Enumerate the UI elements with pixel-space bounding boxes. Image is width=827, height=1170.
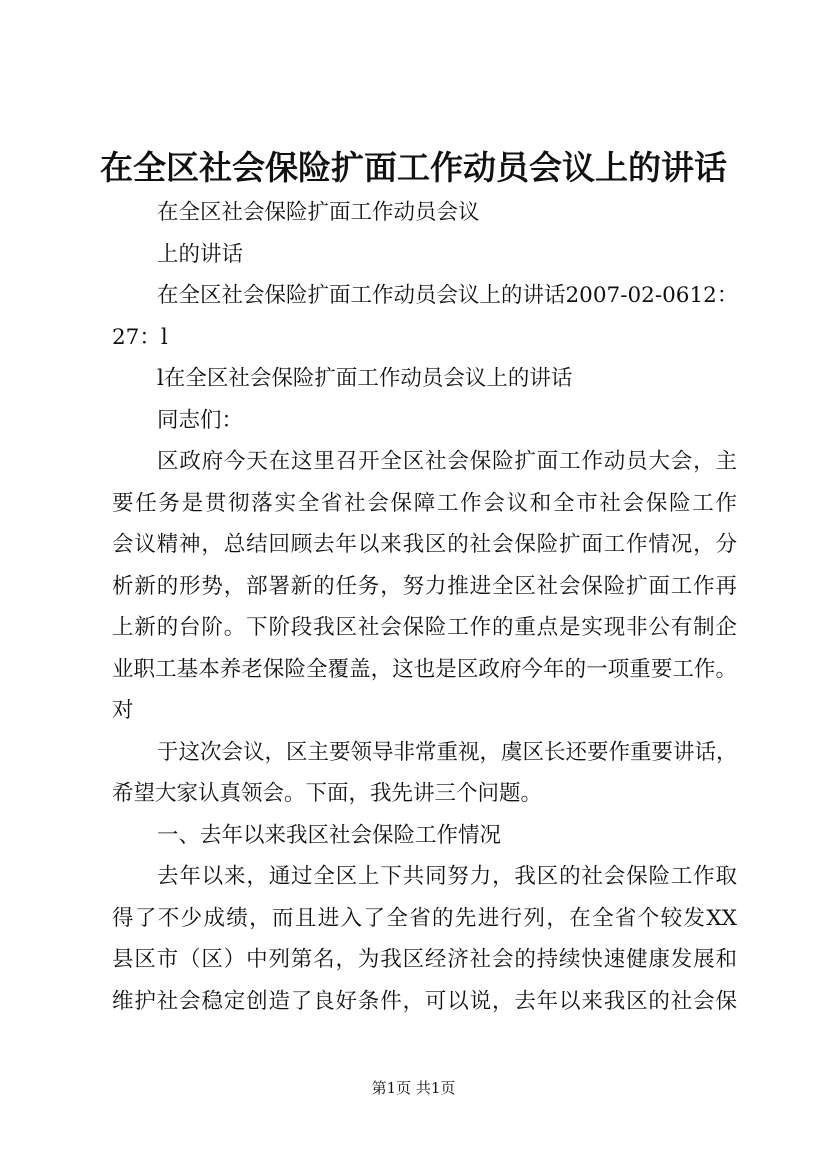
document-body	[112, 192, 737, 1022]
body-line: 区政府今天在这里召开全区社会保险扩面工作动员大会，主	[157, 449, 737, 474]
section-heading: 一、去年以来我区社会保险工作情况	[157, 822, 502, 848]
body-line: 同志们：	[157, 407, 244, 433]
body-line: 于这次会议，区主要领导非常重视，虞区长还要作重要讲话，	[157, 739, 738, 765]
body-line: 去年以来，通过全区上下共同努力，我区的社会保险工作取	[157, 864, 737, 889]
document-title: 在全区社会保险扩面工作动员会议上的讲话	[100, 148, 727, 187]
body-line: 上新的台阶。下阶段我区社会保险工作的重点是实现非公有制企	[112, 615, 737, 640]
body-line: 对	[112, 698, 134, 723]
body-line: 希望大家认真领会。下面，我先讲三个问题。	[112, 781, 543, 806]
body-line: 27：l	[112, 324, 168, 350]
page-number: 第1页 共1页	[371, 1079, 456, 1097]
body-line: 析新的形势，部署新的任务，努力推进全区社会保险扩面工作再	[112, 573, 737, 599]
body-line: 上的讲话	[157, 241, 244, 267]
body-line: 会议精神，总结回顾去年以来我区的社会保险扩面工作情况，分	[112, 532, 737, 557]
body-line: 在全区社会保险扩面工作动员会议上的讲话2007-02-0612：	[157, 283, 739, 308]
body-line: 在全区社会保险扩面工作动员会议	[157, 200, 480, 225]
body-line: 要任务是贯彻落实全省社会保障工作会议和全市社会保险工作	[112, 490, 737, 516]
body-line: 县区市（区）中列第名，为我区经济社会的持续快速健康发展和	[112, 947, 737, 972]
body-line: l在全区社会保险扩面工作动员会议上的讲话	[157, 366, 573, 391]
body-line: 维护社会稳定创造了良好条件，可以说，去年以来我区的社会保	[112, 988, 737, 1014]
body-line: 得了不少成绩，而且进入了全省的先进行列，在全省个较发XX	[112, 905, 737, 931]
body-line: 业职工基本养老保险全覆盖，这也是区政府今年的一项重要工作。	[112, 656, 737, 682]
